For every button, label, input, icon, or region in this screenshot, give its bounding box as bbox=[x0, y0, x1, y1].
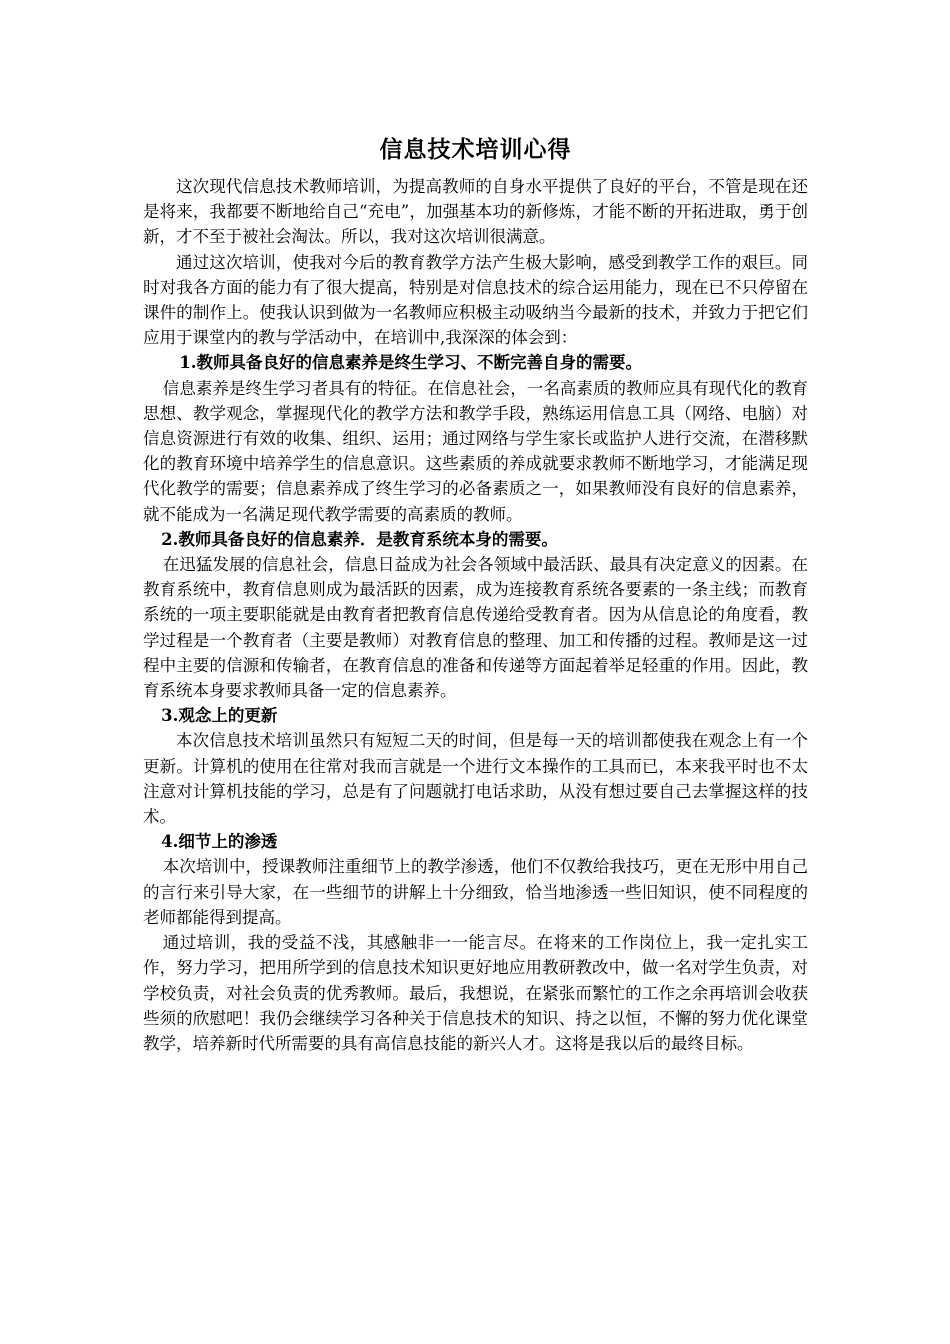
section-heading-4: 4.细节上的渗透 bbox=[161, 832, 278, 852]
document-page bbox=[143, 132, 808, 1056]
section-heading-3: 3.观念上的更新 bbox=[161, 706, 278, 726]
paragraph-section-2: 在迅猛发展的信息社会，信息日益成为社会各领域中最活跃、最具有决定意义的因素。在教育系统中，教育信息则成为最活跃的因素，成为连接教育系统各要素的一条主线；而教育系统的一项主要职能就是由教育者把教育信息传递给受教育者。因为从信息论的角度看，教学过程是一个教育者（主要是教师）对教育信息的整理、加工和传播的过程。教师是这一过程中主要的信源和传输者，在教育信息的准备和传递等方面起着举足轻重的作用。因此，教育系统本身要求教师具备一定的信息素养。 bbox=[143, 555, 808, 701]
section-heading-2: 2.教师具备良好的信息素养．是教育系统本身的需要。 bbox=[161, 529, 558, 549]
paragraph-section-4: 本次培训中，授课教师注重细节上的教学渗透，他们不仅教给我技巧，更在无形中用自己的言行来引导大家，在一些细节的讲解上十分细致，恰当地渗透一些旧知识，使不同程度的老师都能得到提高。 bbox=[143, 857, 808, 927]
document-title: 信息技术培训心得 bbox=[379, 136, 572, 163]
paragraph-section-3: 本次信息技术培训虽然只有短短二天的时间，但是每一天的培训都使我在观念上有一个更新。计算机的使用在往常对我而言就是一个进行文本操作的工具而已，本来我平时也不太注意对计算机技能的学习，总是有了问题就打电话求助，从没有想过要自己去掌握这样的技术。 bbox=[143, 731, 808, 827]
paragraph-conclusion: 通过培训，我的受益不浅，其感触非一一能言尽。在将来的工作岗位上，我一定扎实工作，努力学习，把用所学到的信息技术知识更好地应用教研教改中，做一名对学生负责，对学校负责，对社会负责的优秀教师。最后，我想说，在紧张而繁忙的工作之余再培训会收获些须的欣慰吧！我仍会继续学习各种关于信息技术的知识、持之以恒，不懈的努力优化课堂教学，培养新时代所需要的具有高信息技能的新兴人才。这将是我以后的最终目标。 bbox=[143, 933, 808, 1053]
section-heading-1: 1.教师具备良好的信息素养是终生学习、不断完善自身的需要。 bbox=[179, 353, 643, 373]
paragraph-section-1: 信息素养是终生学习者具有的特征。在信息社会，一名高素质的教师应具有现代化的教育思想、教学观念，掌握现代化的教学方法和教学手段，熟练运用信息工具（网络、电脑）对信息资源进行有效的收集、组织、运用；通过网络与学生家长或监护人进行交流，在潜移默化的教育环境中培养学生的信息意识。这些素质的养成就要求教师不断地学习，才能满足现代化教学的需要；信息素养成了终生学习的必备素质之一，如果教师没有良好的信息素养，就不能成为一名满足现代教学需要的高素质的教师。 bbox=[143, 378, 808, 524]
paragraph-experience: 通过这次培训，使我对今后的教育教学方法产生极大影响，感受到教学工作的艰巨。同时对我各方面的能力有了很大提高，特别是对信息技术的综合运用能力，现在已不只停留在课件的制作上。使我认识到做为一名教师应积极主动吸纳当今最新的技术，并致力于把它们应用于课堂内的教与学活动中，在培训中,我深深的体会到： bbox=[143, 252, 808, 348]
paragraph-intro: 这次现代信息技术教师培训，为提高教师的自身水平提供了良好的平台，不管是现在还是将来，我都要不断地给自己“充电”，加强基本功的新修炼，才能不断的开拓进取，勇于创新，才不至于被社会淘汰。所以，我对这次培训很满意。 bbox=[143, 177, 808, 247]
